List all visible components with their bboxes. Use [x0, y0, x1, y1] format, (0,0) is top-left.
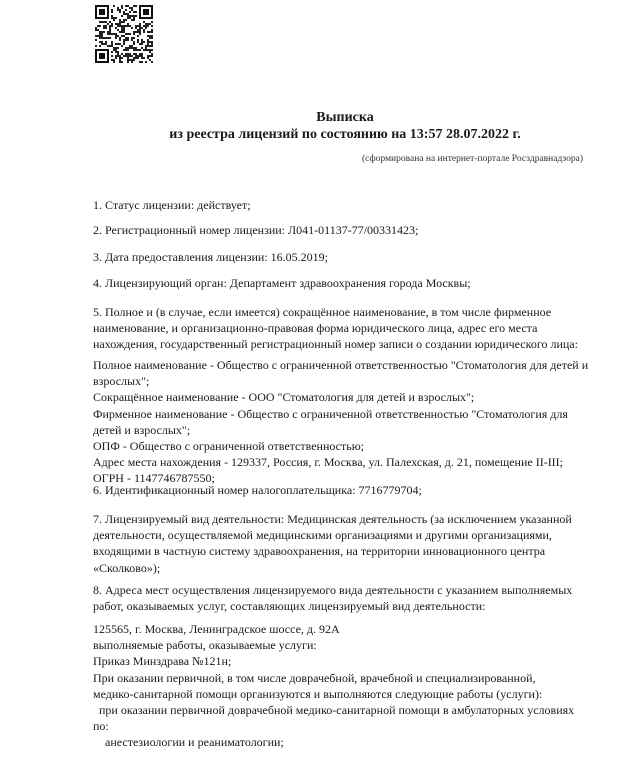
organization-names [93, 357, 588, 487]
text-line: детей и взрослых"; [93, 422, 191, 437]
text-line: входящими в частную систему здравоохранения, на территории инновационного центра [93, 544, 546, 559]
text-line: «Сколково»); [93, 560, 161, 575]
text-line: при оказании первичной доврачебной медико-санитарной помощи в амбулаторных условиях [93, 702, 575, 717]
text-line: работ, оказываемых услуг, составляющих лицензируемый вид деятельности: [93, 599, 486, 614]
source-note: (сформирована на интернет-портале Росздравнадзора) [362, 154, 583, 164]
text-line: 125565, г. Москва, Ленинградское шоссе, д. 92А [93, 622, 340, 636]
text-line: 5. Полное и (в случае, если имеется) сокращённое наименование, в том числе фирменное [93, 305, 552, 319]
text-line: Фирменное наименование - Общество с ограниченной ответственностью "Стоматология для [93, 406, 568, 421]
document-title: Выписка [316, 110, 374, 125]
qr-code-image [95, 5, 153, 63]
licensing-authority [93, 275, 471, 291]
text-line: деятельности, осуществляемой медицинскими организациями и другими организациями, [93, 528, 552, 543]
text-line: 1. Статус лицензии: действует; [93, 198, 251, 212]
text-line: Приказ Минздрава №121н; [93, 654, 232, 669]
text-line: 2. Регистрационный номер лицензии: Л041-01137-77/00331423; [93, 223, 419, 237]
text-line: 7. Лицензируемый вид деятельности: Медицинская деятельность (за исключением указанной [93, 512, 572, 526]
text-line: медико-санитарной помощи организуются и выполняются следующие работы (услуги): [93, 686, 543, 701]
text-line: взрослых"; [93, 374, 150, 389]
text-line: 3. Дата предоставления лицензии: 16.05.2019; [93, 250, 328, 264]
text-line: 4. Лицензирующий орган: Департамент здравоохранения города Москвы; [93, 276, 471, 290]
text-line: ОПФ - Общество с ограниченной ответственностью; [93, 438, 365, 453]
registration-number [93, 222, 418, 238]
text-line: 8. Адреса мест осуществления лицензируемого вида деятельности с указанием выполняемых [93, 583, 573, 597]
text-line: Сокращённое наименование - ООО "Стоматология для детей и взрослых"; [93, 390, 475, 405]
text-line: нахождения, государственный регистрационный номер записи о создании юридического лица: [93, 337, 578, 352]
text-line: ОГРН - 1147746787550; [93, 471, 215, 486]
names-heading [93, 304, 578, 353]
text-line: по: [93, 719, 109, 734]
licensed-activity [93, 511, 572, 576]
text-line: наименование, и организационно-правовая форма юридического лица, адрес его места [93, 321, 538, 336]
license-date [93, 249, 328, 265]
text-line: При оказании первичной, в том числе доврачебной, врачебной и специализированной, [93, 670, 536, 685]
document-subtitle: из реестра лицензий по состоянию на 13:57 28.07.2022 г. [169, 127, 521, 142]
text-line: Адрес места нахождения - 129337, Россия, г. Москва, ул. Палехская, д. 21, помещение II-III; [93, 455, 564, 470]
license-status [93, 197, 251, 213]
text-line: выполняемые работы, оказываемые услуги: [93, 638, 317, 653]
text-line: Полное наименование - Общество с ограниченной ответственностью "Стоматология для детей и [93, 358, 589, 372]
text-line: анестезиологии и реаниматологии; [93, 735, 284, 750]
text-line: 6. Идентификационный номер налогоплательщика: 7716779704; [93, 483, 422, 497]
taxpayer-id [93, 482, 422, 498]
address-details [93, 621, 574, 751]
addresses-heading [93, 582, 572, 614]
